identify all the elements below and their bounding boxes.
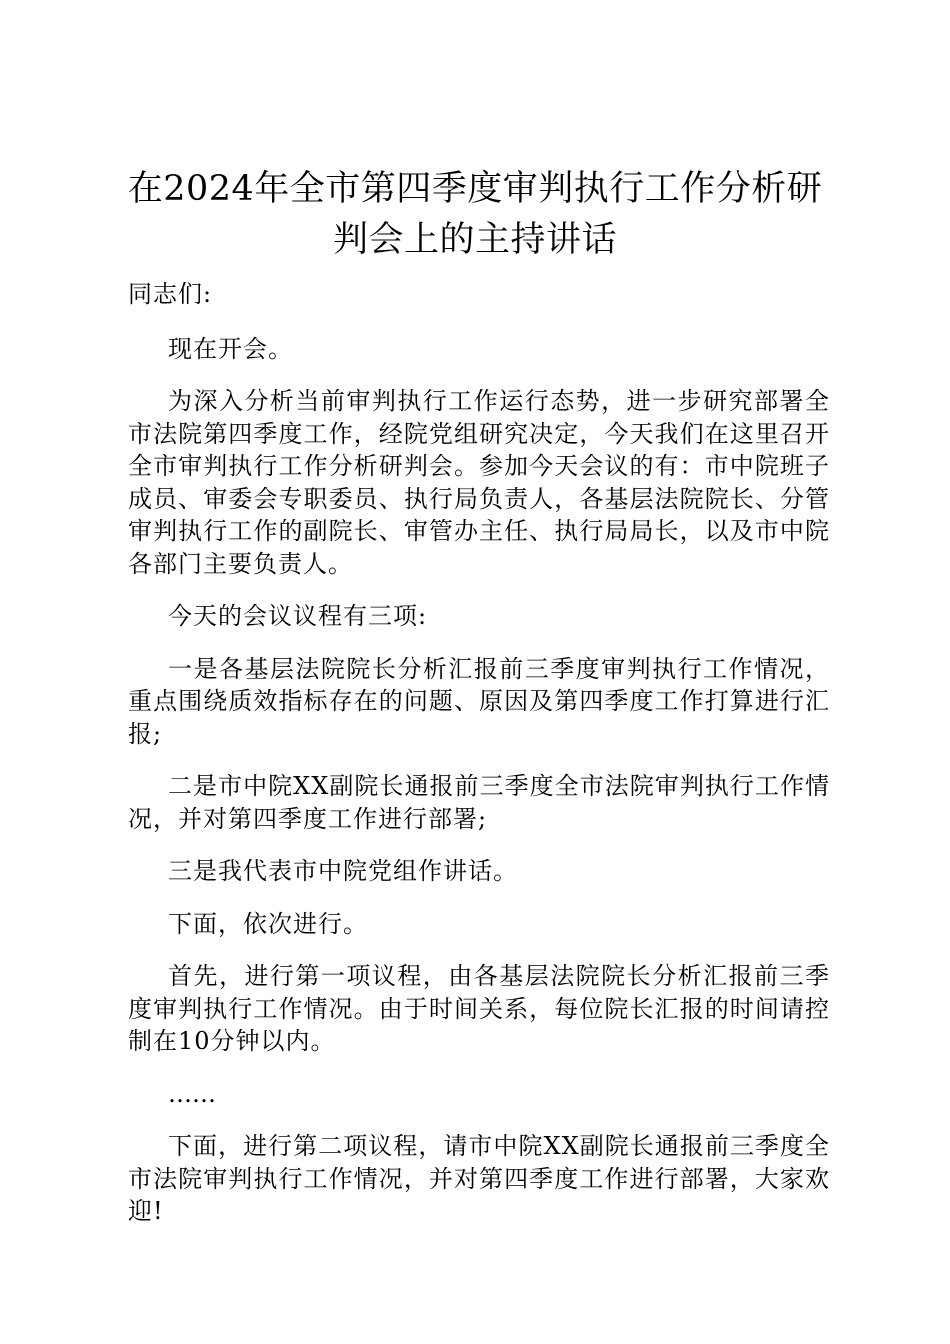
paragraph-proceed: 下面，依次进行。 [168,909,368,938]
salutation: 同志们: [128,280,213,308]
title-line-1: 在2024年全市第四季度审判执行工作分析研 [127,169,823,209]
title-line-2: 判会上的主持讲话 [332,220,617,260]
paragraph-agenda-item-2: 二是市中院XX副院长通报前三季度全市法院审判执行工作情况，并对第四季度工作进行部署; [128,772,830,833]
paragraph-open-meeting: 现在开会。 [168,334,293,363]
document-body [128,278,830,1248]
paragraph-agenda-intro: 今天的会议议程有三项: [168,602,428,630]
paragraph-second-item: 下面，进行第二项议程，请市中院XX副院长通报前三季度全市法院审判执行工作情况，并对第四季度工作进行部署，大家欢迎! [128,1132,830,1225]
paragraph-first-item: 首先，进行第一项议程，由各基层法院院长分析汇报前三季度审判执行工作情况。由于时间关系，每位院长汇报的时间请控制在10分钟以内。 [128,962,830,1055]
paragraph-agenda-item-1: 一是各基层法院院长分析汇报前三季度审判执行工作情况，重点围绕质效指标存在的问题、原因及第四季度工作打算进行汇报; [128,654,830,748]
paragraph-agenda-item-3: 三是我代表市中院党组作讲话。 [168,857,518,885]
paragraph-ellipsis: …… [168,1079,216,1108]
paragraph-purpose-attendees: 为深入分析当前审判执行工作运行态势，进一步研究部署全市法院第四季度工作，经院党组研究决定，今天我们在这里召开全市审判执行工作分析研判会。参加今天会议的有：市中院班子成员、审委会专职委员、执行局负责人，各基层法院院长、分管审判执行工作的副院长、审管办主任、执行局局长，以及市中院各部门主要负责人。 [128,387,830,578]
document-title [120,164,830,266]
